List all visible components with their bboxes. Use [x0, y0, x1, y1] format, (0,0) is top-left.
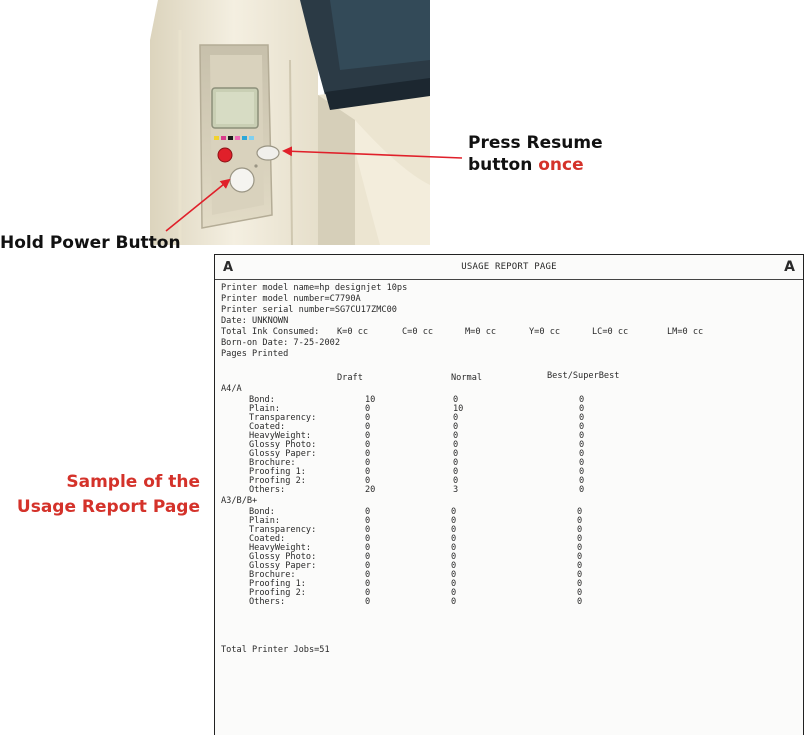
row-best: 0 [577, 579, 583, 589]
row-normal: 0 [453, 476, 459, 486]
row-draft: 10 [365, 395, 376, 405]
ink-y: Y=0 cc [529, 327, 561, 337]
row-normal: 0 [453, 449, 459, 459]
row-best: 0 [579, 467, 585, 477]
row-best: 0 [579, 485, 585, 495]
row-label: Glossy Paper: [249, 449, 317, 459]
usage-report-page [214, 254, 804, 735]
row-label: Glossy Paper: [249, 561, 317, 571]
printer-serial-number: Printer serial number=SG7CU17ZMC00 [221, 305, 397, 315]
section-title: A4/A [221, 384, 242, 394]
row-normal: 0 [451, 552, 457, 562]
row-label: Bond: [249, 507, 275, 517]
row-best: 0 [579, 440, 585, 450]
row-draft: 20 [365, 485, 376, 495]
row-best: 0 [577, 525, 583, 535]
pages-printed-label: Pages Printed [221, 349, 289, 359]
total-printer-jobs: Total Printer Jobs=51 [221, 645, 330, 655]
row-label: Others: [249, 485, 286, 495]
row-best: 0 [579, 431, 585, 441]
row-best: 0 [579, 422, 585, 432]
row-normal: 3 [453, 485, 459, 495]
row-normal: 0 [451, 534, 457, 544]
row-draft: 0 [365, 534, 371, 544]
row-best: 0 [577, 570, 583, 580]
sample-caption-line2: Usage Report Page [16, 497, 200, 517]
row-normal: 0 [453, 413, 459, 423]
row-normal: 0 [453, 458, 459, 468]
row-normal: 0 [451, 597, 457, 607]
row-best: 0 [577, 534, 583, 544]
row-draft: 0 [365, 561, 371, 571]
row-draft: 0 [365, 458, 371, 468]
row-draft: 0 [365, 552, 371, 562]
row-best: 0 [577, 516, 583, 526]
row-label: Proofing 2: [249, 476, 306, 486]
ink-m: M=0 cc [465, 327, 497, 337]
row-draft: 0 [365, 440, 371, 450]
row-best: 0 [577, 507, 583, 517]
row-label: Transparency: [249, 413, 317, 423]
resume-callout [468, 132, 603, 176]
row-draft: 0 [365, 516, 371, 526]
row-normal: 0 [453, 431, 459, 441]
row-label: Brochure: [249, 570, 296, 580]
report-header [215, 255, 803, 280]
column-header-normal: Normal [451, 373, 483, 383]
row-draft: 0 [365, 579, 371, 589]
born-on-date: Born-on Date: 7-25-2002 [221, 338, 340, 348]
row-best: 0 [579, 458, 585, 468]
printer-model-name: Printer model name=hp designjet 10ps [221, 283, 408, 293]
power-button[interactable] [230, 168, 254, 192]
ink-c: C=0 cc [402, 327, 434, 337]
sample-caption [0, 470, 200, 520]
row-best: 0 [577, 543, 583, 553]
row-normal: 0 [453, 422, 459, 432]
ink-consumed-label: Total Ink Consumed: [221, 327, 320, 337]
row-normal: 0 [451, 543, 457, 553]
row-draft: 0 [365, 543, 371, 553]
ink-lc: LC=0 cc [592, 327, 629, 337]
row-label: Coated: [249, 422, 286, 432]
row-draft: 0 [365, 404, 371, 414]
printer-illustration [150, 0, 430, 245]
row-normal: 0 [451, 561, 457, 571]
row-best: 0 [579, 476, 585, 486]
row-best: 0 [577, 588, 583, 598]
row-draft: 0 [365, 422, 371, 432]
row-normal: 0 [451, 579, 457, 589]
row-draft: 0 [365, 476, 371, 486]
row-draft: 0 [365, 413, 371, 423]
row-draft: 0 [365, 597, 371, 607]
section-title: A3/B/B+ [221, 496, 258, 506]
hp-logo-icon: A [784, 259, 795, 275]
row-best: 0 [579, 449, 585, 459]
report-title: USAGE REPORT PAGE [461, 262, 557, 272]
row-best: 0 [579, 413, 585, 423]
row-normal: 0 [453, 440, 459, 450]
row-draft: 0 [365, 525, 371, 535]
row-normal: 0 [453, 467, 459, 477]
row-draft: 0 [365, 507, 371, 517]
row-label: HeavyWeight: [249, 543, 312, 553]
row-label: Glossy Photo: [249, 552, 317, 562]
row-normal: 0 [451, 507, 457, 517]
row-draft: 0 [365, 449, 371, 459]
row-best: 0 [577, 561, 583, 571]
row-normal: 0 [453, 395, 459, 405]
row-best: 0 [579, 404, 585, 414]
row-label: Proofing 1: [249, 467, 306, 477]
row-normal: 0 [451, 525, 457, 535]
row-label: Coated: [249, 534, 286, 544]
column-header-draft: Draft [337, 373, 363, 383]
row-label: Brochure: [249, 458, 296, 468]
row-draft: 0 [365, 467, 371, 477]
hp-logo-icon: A [223, 260, 234, 275]
ink-k: K=0 cc [337, 327, 369, 337]
row-best: 0 [577, 552, 583, 562]
row-draft: 0 [365, 588, 371, 598]
row-label: Plain: [249, 404, 281, 414]
resume-callout-line2-prefix: button [468, 155, 539, 175]
row-label: Others: [249, 597, 286, 607]
row-normal: 0 [451, 516, 457, 526]
row-normal: 0 [451, 588, 457, 598]
column-header-best: Best/SuperBest [547, 371, 620, 381]
row-best: 0 [579, 395, 585, 405]
row-label: HeavyWeight: [249, 431, 312, 441]
row-normal: 10 [453, 404, 464, 414]
row-label: Proofing 1: [249, 579, 306, 589]
row-best: 0 [577, 597, 583, 607]
row-normal: 0 [451, 570, 457, 580]
ink-lm: LM=0 cc [667, 327, 704, 337]
row-label: Glossy Photo: [249, 440, 317, 450]
power-callout: Hold Power Button [0, 233, 181, 253]
report-date: Date: UNKNOWN [221, 316, 289, 326]
resume-callout-accent: once [538, 155, 584, 175]
row-draft: 0 [365, 570, 371, 580]
row-label: Plain: [249, 516, 281, 526]
row-draft: 0 [365, 431, 371, 441]
sample-caption-line1: Sample of the [66, 472, 200, 492]
row-label: Bond: [249, 395, 275, 405]
row-label: Proofing 2: [249, 588, 306, 598]
resume-callout-line1: Press Resume [468, 133, 603, 153]
resume-button[interactable] [257, 146, 279, 160]
printer-model-number: Printer model number=C7790A [221, 294, 361, 304]
row-label: Transparency: [249, 525, 317, 535]
